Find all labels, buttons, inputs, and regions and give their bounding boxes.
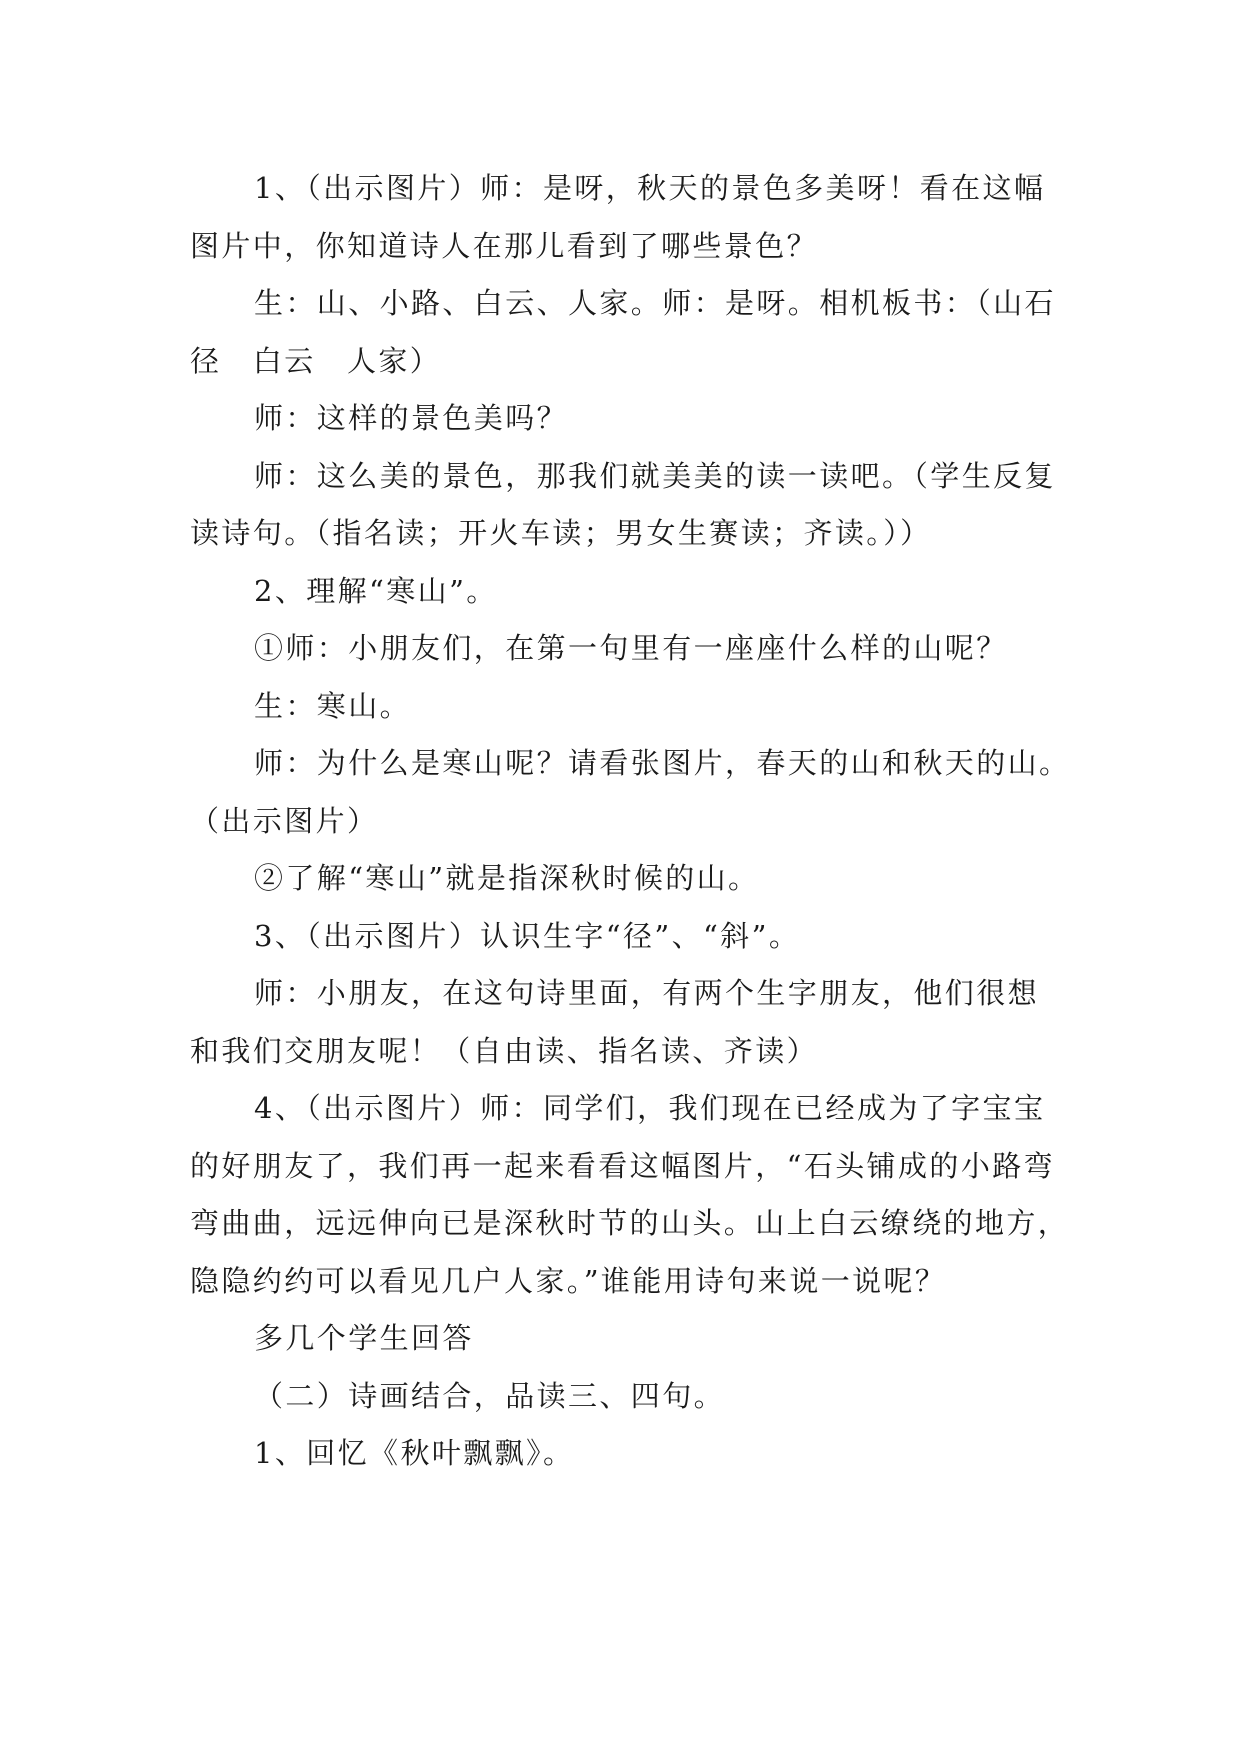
paragraph-13: 多几个学生回答 <box>254 1321 474 1355</box>
paragraph-2: 生：山、小路、白云、人家。师：是呀。相机板书：（山石径 白云 人家） <box>190 286 1056 378</box>
document-body <box>190 160 1088 1483</box>
paragraph-7: 生：寒山。 <box>254 688 412 723</box>
paragraph-5: 2、理解“寒山”。 <box>254 573 498 608</box>
paragraph-10: 3、（出示图片）认识生字“径”、“斜”。 <box>254 918 801 953</box>
paragraph-12: 4、（出示图片）师：同学们，我们现在已经成为了字宝宝的好朋友了，我们再一起来看看这幅图片，“石头铺成的小路弯弯曲曲，远远伸向已是深秋时节的山头。山上白云缭绕的地方，隐隐约约可以看见几户人家。”谁能用诗句来说一说呢？ <box>190 1091 1070 1298</box>
paragraph-6: ①师：小朋友们，在第一句里有一座座什么样的山呢？ <box>254 631 1008 665</box>
paragraph-4: 师：这么美的景色，那我们就美美的读一读吧。（学生反复读诗句。（指名读；开火车读；男女生赛读；齐读。）） <box>190 458 1056 550</box>
paragraph-9: ②了解“寒山”就是指深秋时候的山。 <box>254 861 760 895</box>
paragraph-11: 师：小朋友，在这句诗里面，有两个生字朋友，他们很想和我们交朋友呢！（自由读、指名读、齐读） <box>190 976 1040 1068</box>
paragraph-8: 师：为什么是寒山呢？请看张图片，春天的山和秋天的山。 （出示图片） <box>190 746 1088 838</box>
paragraph-14: （二）诗画结合，品读三、四句。 <box>254 1378 726 1413</box>
paragraph-1: 1、（出示图片）师：是呀，秋天的景色多美呀！看在这幅图片中，你知道诗人在那儿看到了哪些景色？ <box>190 171 1046 263</box>
paragraph-15: 1、回忆《秋叶飘飘》。 <box>254 1436 575 1470</box>
paragraph-3: 师：这样的景色美吗？ <box>254 401 569 435</box>
